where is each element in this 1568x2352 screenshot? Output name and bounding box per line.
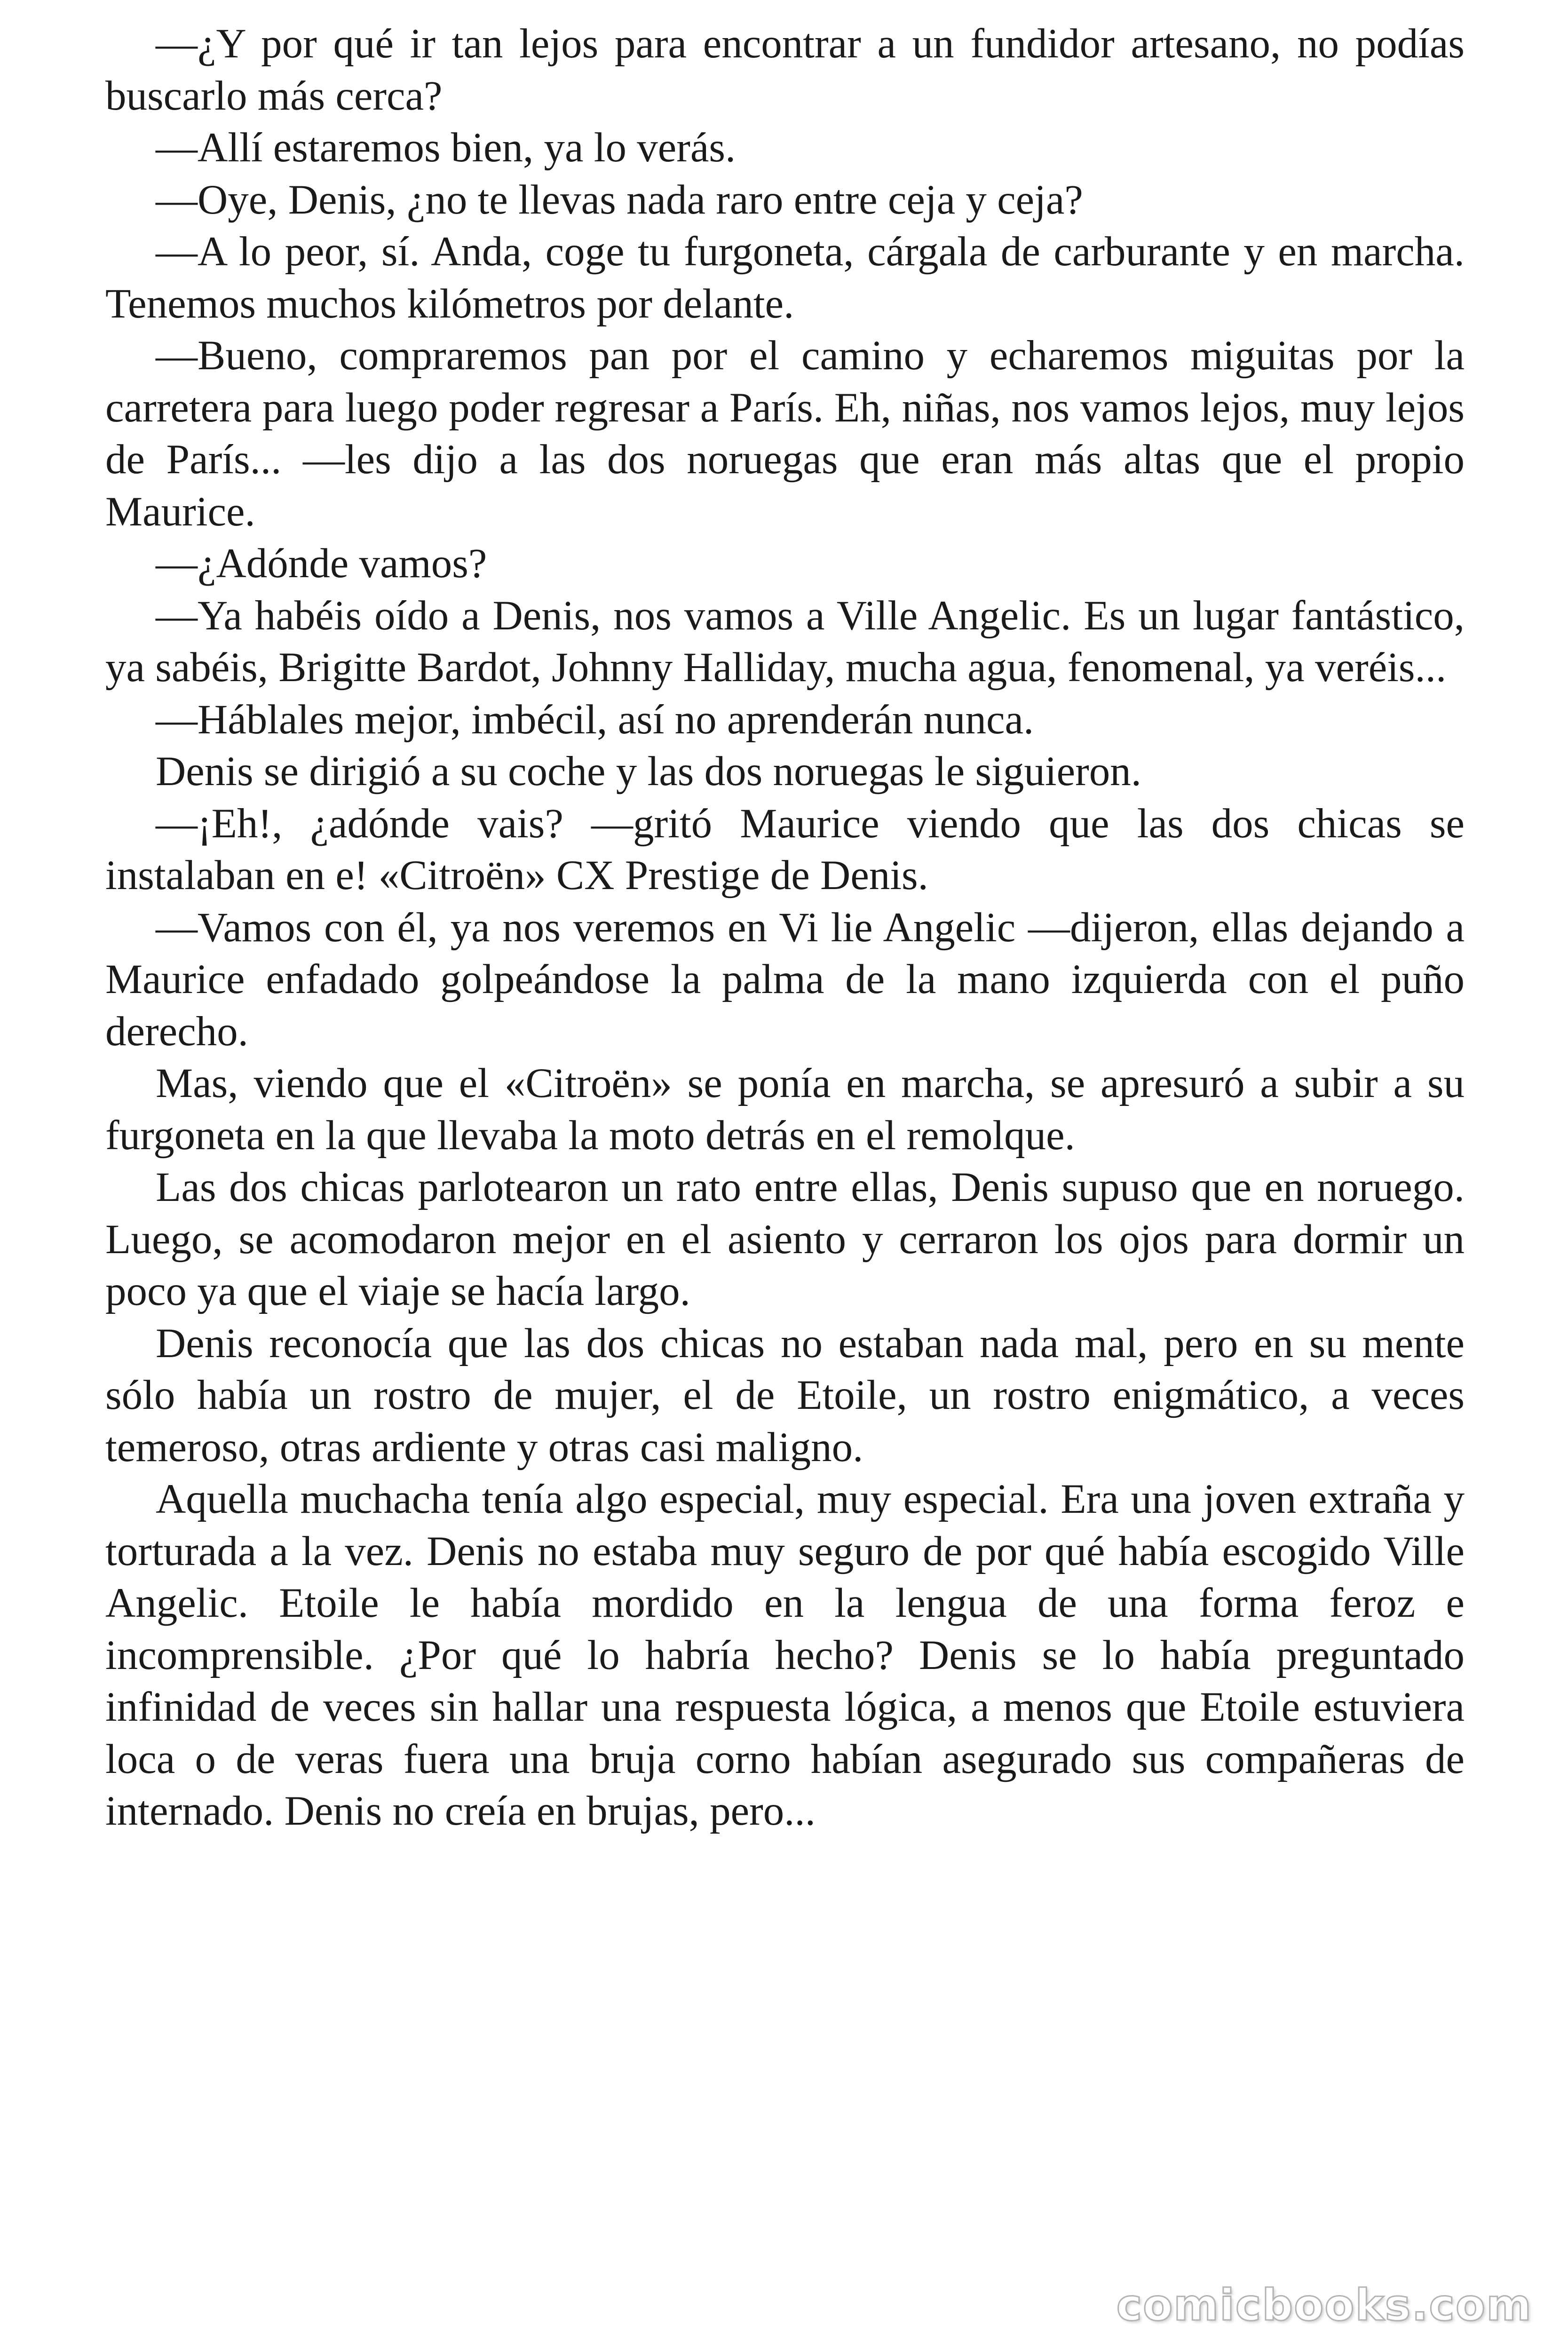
page-text [105, 18, 1465, 1837]
paragraph: —A lo peor, sí. Anda, coge tu furgoneta, cárgala de carburante y en marcha. Tenemos muchos kilómetros por delante. [105, 229, 1465, 327]
paragraph: —Bueno, compraremos pan por el camino y echaremos miguitas por la carretera para luego poder regresar a París. Eh, niñas, nos vamos lejos, muy lejos de París... —les dijo a las dos noruegas que eran más altas que el propio Maurice. [105, 333, 1465, 535]
paragraph: Aquella muchacha tenía algo especial, muy especial. Era una joven extraña y torturada a la vez. Denis no estaba muy seguro de por qué había escogido Ville Angelic. Etoile le había mordido en la lengua de una forma feroz e incomprensible. ¿Por qué lo habría hecho? Denis se lo había preguntado infinidad de veces sin hallar una respuesta lógica, a menos que Etoile estuviera loca o de veras fuera una bruja corno habían asegurado sus compañeras de internado. Denis no creía en brujas, pero... [105, 1476, 1465, 1834]
paragraph: —Allí estaremos bien, ya lo verás. [156, 125, 736, 171]
paragraph: —¡Eh!, ¿adónde vais? —gritó Maurice viendo que las dos chicas se instalaban en e! «Citroën» CX Prestige de Denis. [105, 800, 1465, 898]
paragraph: —Ya habéis oído a Denis, nos vamos a Ville Angelic. Es un lugar fantástico, ya sabéis, Brigitte Bardot, Johnny Halliday, mucha agua, fenomenal, ya veréis... [105, 592, 1465, 691]
paragraph: —¿Adónde vamos? [156, 540, 487, 587]
paragraph: —Háblales mejor, imbécil, así no aprenderán nunca. [156, 696, 1034, 743]
paragraph: Mas, viendo que el «Citroën» se ponía en marcha, se apresuró a subir a su furgoneta en la que llevaba la moto detrás en el remolque. [105, 1060, 1465, 1159]
paragraph: —Oye, Denis, ¿no te llevas nada raro entre ceja y ceja? [156, 176, 1083, 223]
watermark: comicbooks.com [1116, 2280, 1532, 2330]
paragraph: —¿Y por qué ir tan lejos para encontrar a un fundidor artesano, no podías buscarlo más cerca? [105, 21, 1465, 119]
paragraph: Denis reconocía que las dos chicas no estaban nada mal, pero en su mente sólo había un rostro de mujer, el de Etoile, un rostro enigmático, a veces temeroso, otras ardiente y otras casi maligno. [105, 1320, 1465, 1470]
paragraph: Denis se dirigió a su coche y las dos noruegas le siguieron. [156, 748, 1141, 795]
paragraph: Las dos chicas parlotearon un rato entre ellas, Denis supuso que en noruego. Luego, se acomodaron mejor en el asiento y cerraron los ojos para dormir un poco ya que el viaje se hacía largo. [105, 1164, 1465, 1314]
paragraph: —Vamos con él, ya nos veremos en Vi lie Angelic —dijeron, ellas dejando a Maurice enfadado golpeándose la palma de la mano izquierda con el puño derecho. [105, 904, 1465, 1055]
